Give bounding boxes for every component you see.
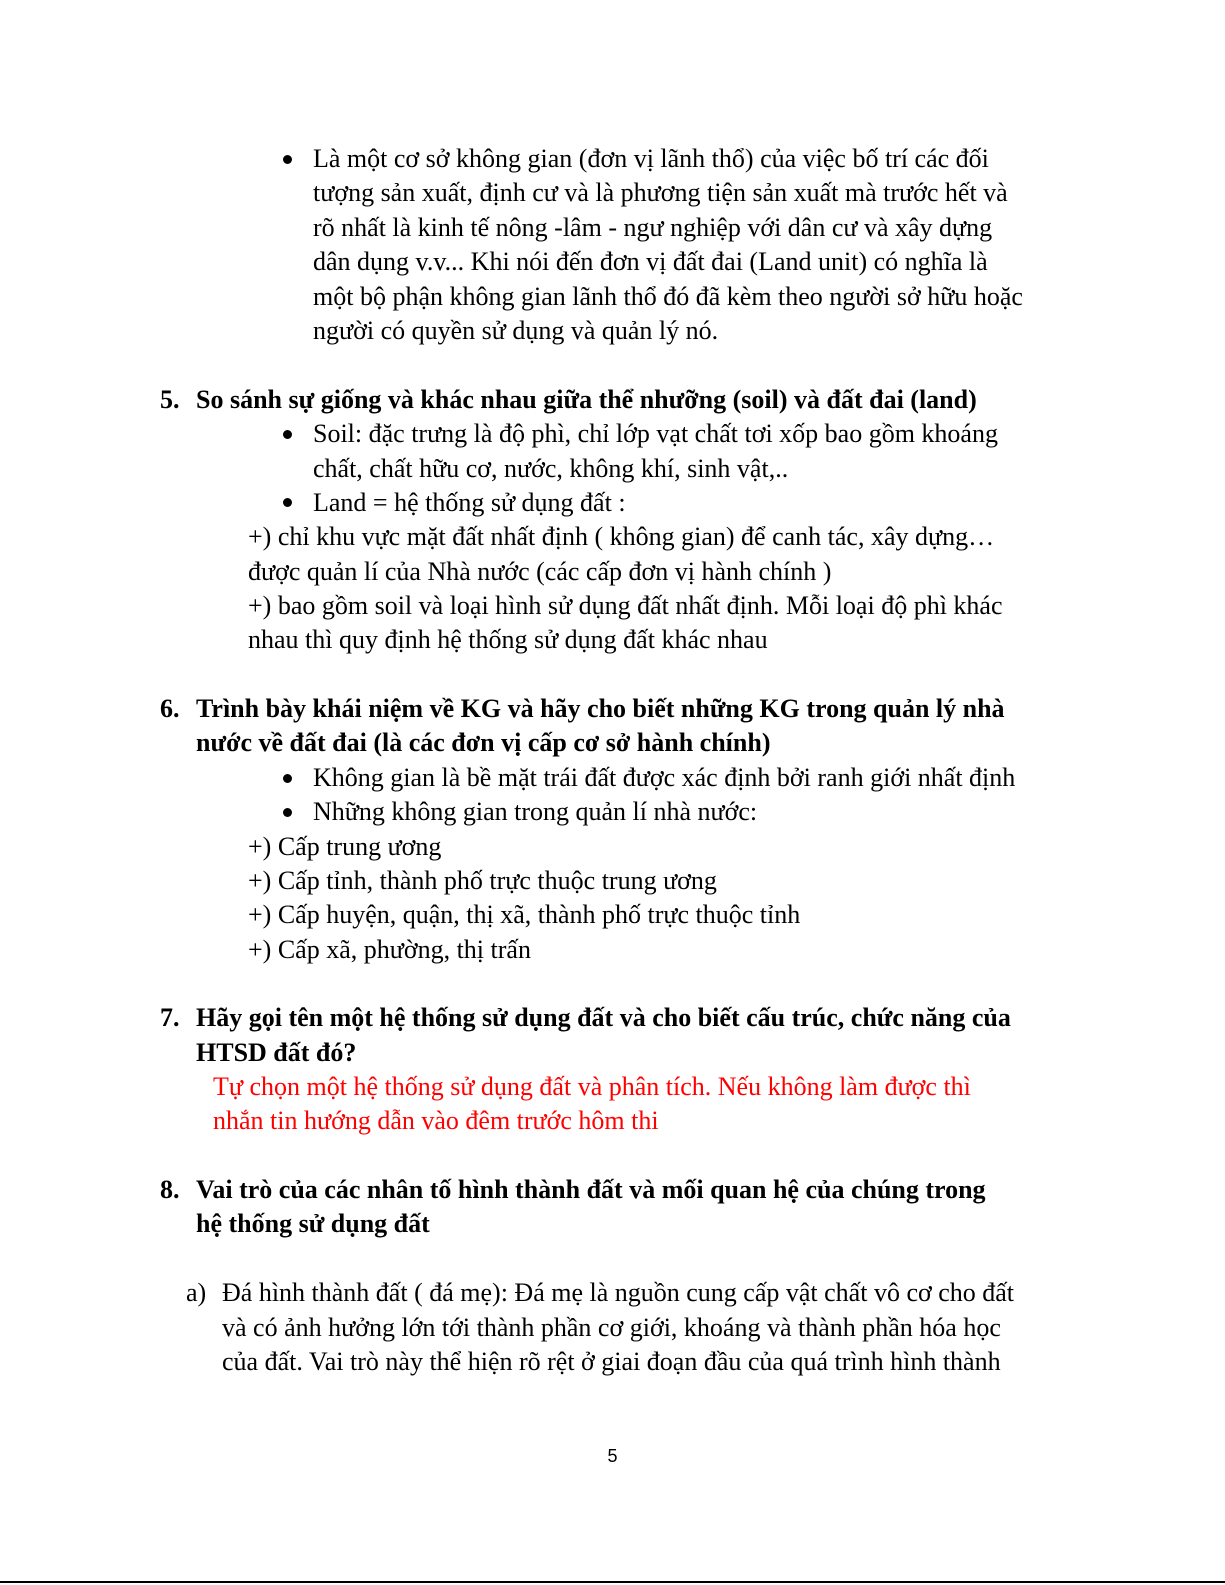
- question-title: Trình bày khái niệm về KG và hãy cho biết những KG trong quản lý nhà: [196, 694, 1005, 723]
- text-line: dân dụng v.v... Khi nói đến đơn vị đất đai (Land unit) có nghĩa là: [313, 247, 988, 276]
- text-line: chất, chất hữu cơ, nước, không khí, sinh vật,..: [313, 454, 789, 483]
- text-line: +) chỉ khu vực mặt đất nhất định ( không gian) để canh tác, xây dựng…: [248, 522, 995, 551]
- page-number: 5: [607, 1446, 618, 1466]
- list-label: a): [186, 1278, 207, 1307]
- text-line: Là một cơ sở không gian (đơn vị lãnh thổ) của việc bố trí các đối: [313, 144, 989, 173]
- page-bottom-divider: [0, 1581, 1225, 1583]
- bullet-icon: [283, 774, 292, 783]
- text-line: Đá hình thành đất ( đá mẹ): Đá mẹ là nguồn cung cấp vật chất vô cơ cho đất: [222, 1278, 1015, 1307]
- text-line: được quản lí của Nhà nước (các cấp đơn vị hành chính ): [248, 557, 832, 586]
- text-line: rõ nhất là kinh tế nông -lâm - ngư nghiệp với dân cư và xây dựng: [313, 213, 993, 242]
- text-line: Những không gian trong quản lí nhà nước:: [313, 797, 758, 826]
- question-title: HTSD đất đó?: [196, 1038, 357, 1067]
- text-line: của đất. Vai trò này thể hiện rõ rệt ở giai đoạn đầu của quá trình hình thành: [222, 1347, 1001, 1376]
- question-number: 5.: [160, 385, 180, 414]
- question-title: So sánh sự giống và khác nhau giữa thể nhưỡng (soil) và đất đai (land): [196, 385, 977, 414]
- text-line: và có ảnh hưởng lớn tới thành phần cơ giới, khoáng và thành phần hóa học: [222, 1313, 1001, 1342]
- bullet-icon: [283, 498, 292, 507]
- instruction-note: nhắn tin hướng dẫn vào đêm trước hôm thi: [213, 1106, 659, 1135]
- text-line: +) bao gồm soil và loại hình sử dụng đất nhất định. Mỗi loại độ phì khác: [248, 591, 1003, 620]
- bullet-icon: [283, 155, 292, 164]
- bullet-icon: [283, 808, 292, 817]
- text-line: một bộ phận không gian lãnh thổ đó đã kèm theo người sở hữu hoặc: [313, 282, 1023, 311]
- question-number: 7.: [160, 1003, 180, 1032]
- text-line: +) Cấp xã, phường, thị trấn: [248, 935, 531, 964]
- text-line: +) Cấp trung ương: [248, 832, 442, 861]
- question-title: hệ thống sử dụng đất: [196, 1209, 430, 1238]
- question-title: Vai trò của các nhân tố hình thành đất và mối quan hệ của chúng trong: [196, 1175, 986, 1204]
- text-line: +) Cấp huyện, quận, thị xã, thành phố trực thuộc tỉnh: [248, 900, 801, 929]
- text-line: tượng sản xuất, định cư và là phương tiện sản xuất mà trước hết và: [313, 178, 1008, 207]
- text-line: Không gian là bề mặt trái đất được xác định bởi ranh giới nhất định: [313, 763, 1016, 792]
- bullet-icon: [283, 430, 292, 439]
- text-line: người có quyền sử dụng và quản lý nó.: [313, 316, 719, 345]
- text-line: nhau thì quy định hệ thống sử dụng đất khác nhau: [248, 625, 768, 654]
- instruction-note: Tự chọn một hệ thống sử dụng đất và phân tích. Nếu không làm được thì: [213, 1072, 971, 1101]
- text-line: Land = hệ thống sử dụng đất :: [313, 488, 626, 517]
- question-number: 6.: [160, 694, 180, 723]
- question-number: 8.: [160, 1175, 180, 1204]
- text-line: +) Cấp tỉnh, thành phố trực thuộc trung ương: [248, 866, 717, 895]
- question-title: nước về đất đai (là các đơn vị cấp cơ sở hành chính): [196, 728, 771, 757]
- question-title: Hãy gọi tên một hệ thống sử dụng đất và cho biết cấu trúc, chức năng của: [196, 1003, 1011, 1032]
- text-line: Soil: đặc trưng là độ phì, chỉ lớp vạt chất tơi xốp bao gồm khoáng: [313, 419, 998, 448]
